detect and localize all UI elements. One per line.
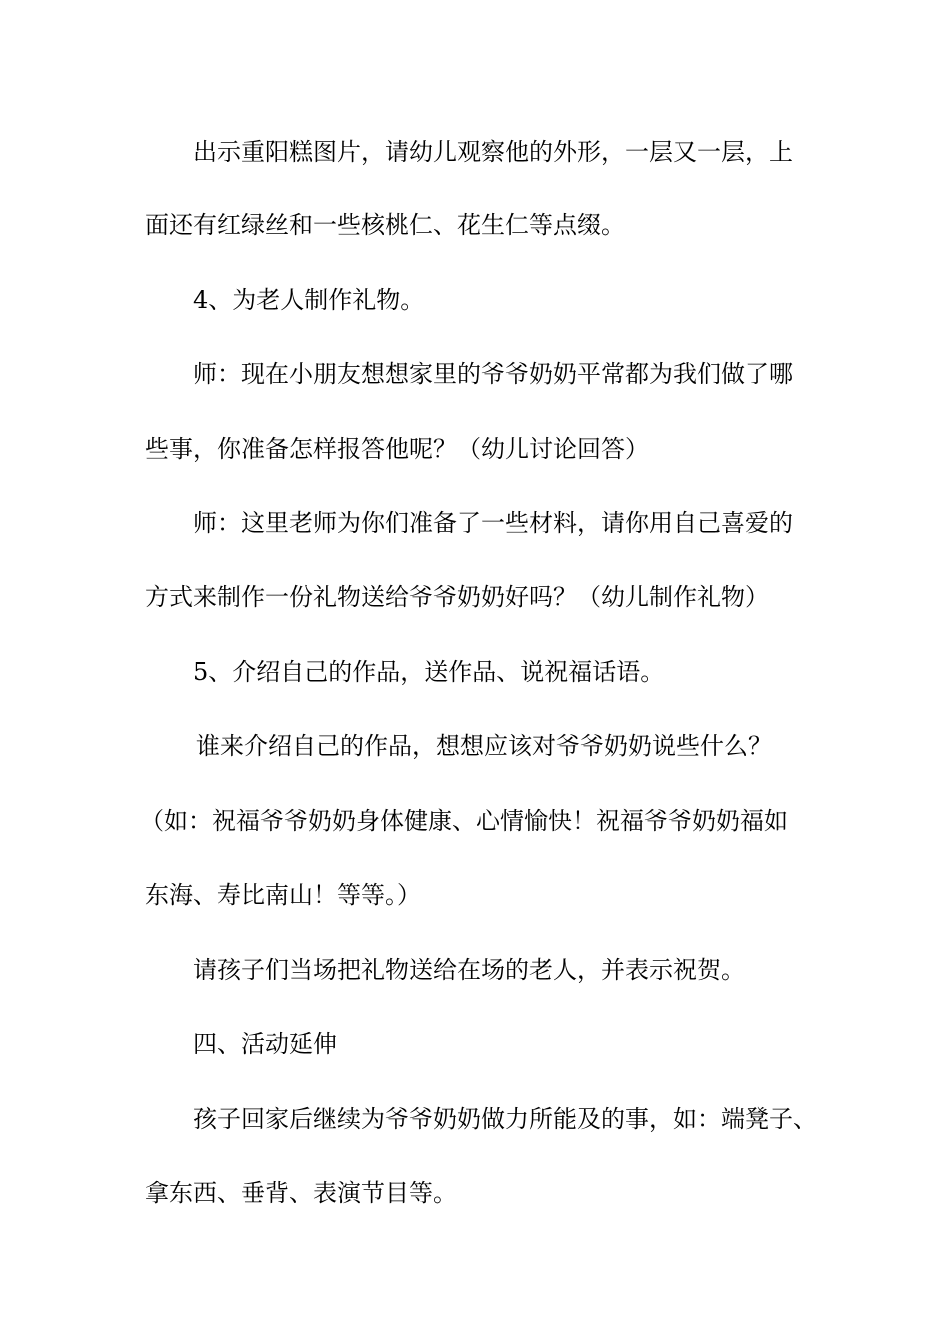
paragraph-3-line-2: 些事，你准备怎样报答他呢？（幼儿讨论回答） [145,435,649,463]
paragraph-2-heading: 4、为老人制作礼物。 [193,286,425,314]
paragraph-6-line-3: 东海、寿比南山！等等。） [145,881,421,909]
paragraph-6-line-1: 谁来介绍自己的作品，想想应该对爷爷奶奶说些什么？ [196,732,772,760]
paragraph-9-line-2: 拿东西、垂背、表演节目等。 [145,1179,457,1207]
paragraph-6-line-2: （如：祝福爷爷奶奶身体健康、心情愉快！祝福爷爷奶奶福如 [140,807,788,835]
section-heading-extension: 四、活动延伸 [193,1030,337,1058]
paragraph-1-line-1: 出示重阳糕图片，请幼儿观察他的外形，一层又一层，上 [193,138,793,166]
paragraph-9-line-1: 孩子回家后继续为爷爷奶奶做力所能及的事，如：端凳子、 [193,1105,817,1133]
paragraph-1-line-2: 面还有红绿丝和一些核桃仁、花生仁等点缀。 [145,211,625,239]
paragraph-4-line-1: 师：这里老师为你们准备了一些材料，请你用自己喜爱的 [193,509,793,537]
paragraph-4-line-2: 方式来制作一份礼物送给爷爷奶奶好吗？（幼儿制作礼物） [145,583,769,611]
paragraph-5-heading: 5、介绍自己的作品，送作品、说祝福话语。 [193,658,665,686]
paragraph-3-line-1: 师：现在小朋友想想家里的爷爷奶奶平常都为我们做了哪 [193,360,793,388]
paragraph-7: 请孩子们当场把礼物送给在场的老人，并表示祝贺。 [193,956,745,984]
